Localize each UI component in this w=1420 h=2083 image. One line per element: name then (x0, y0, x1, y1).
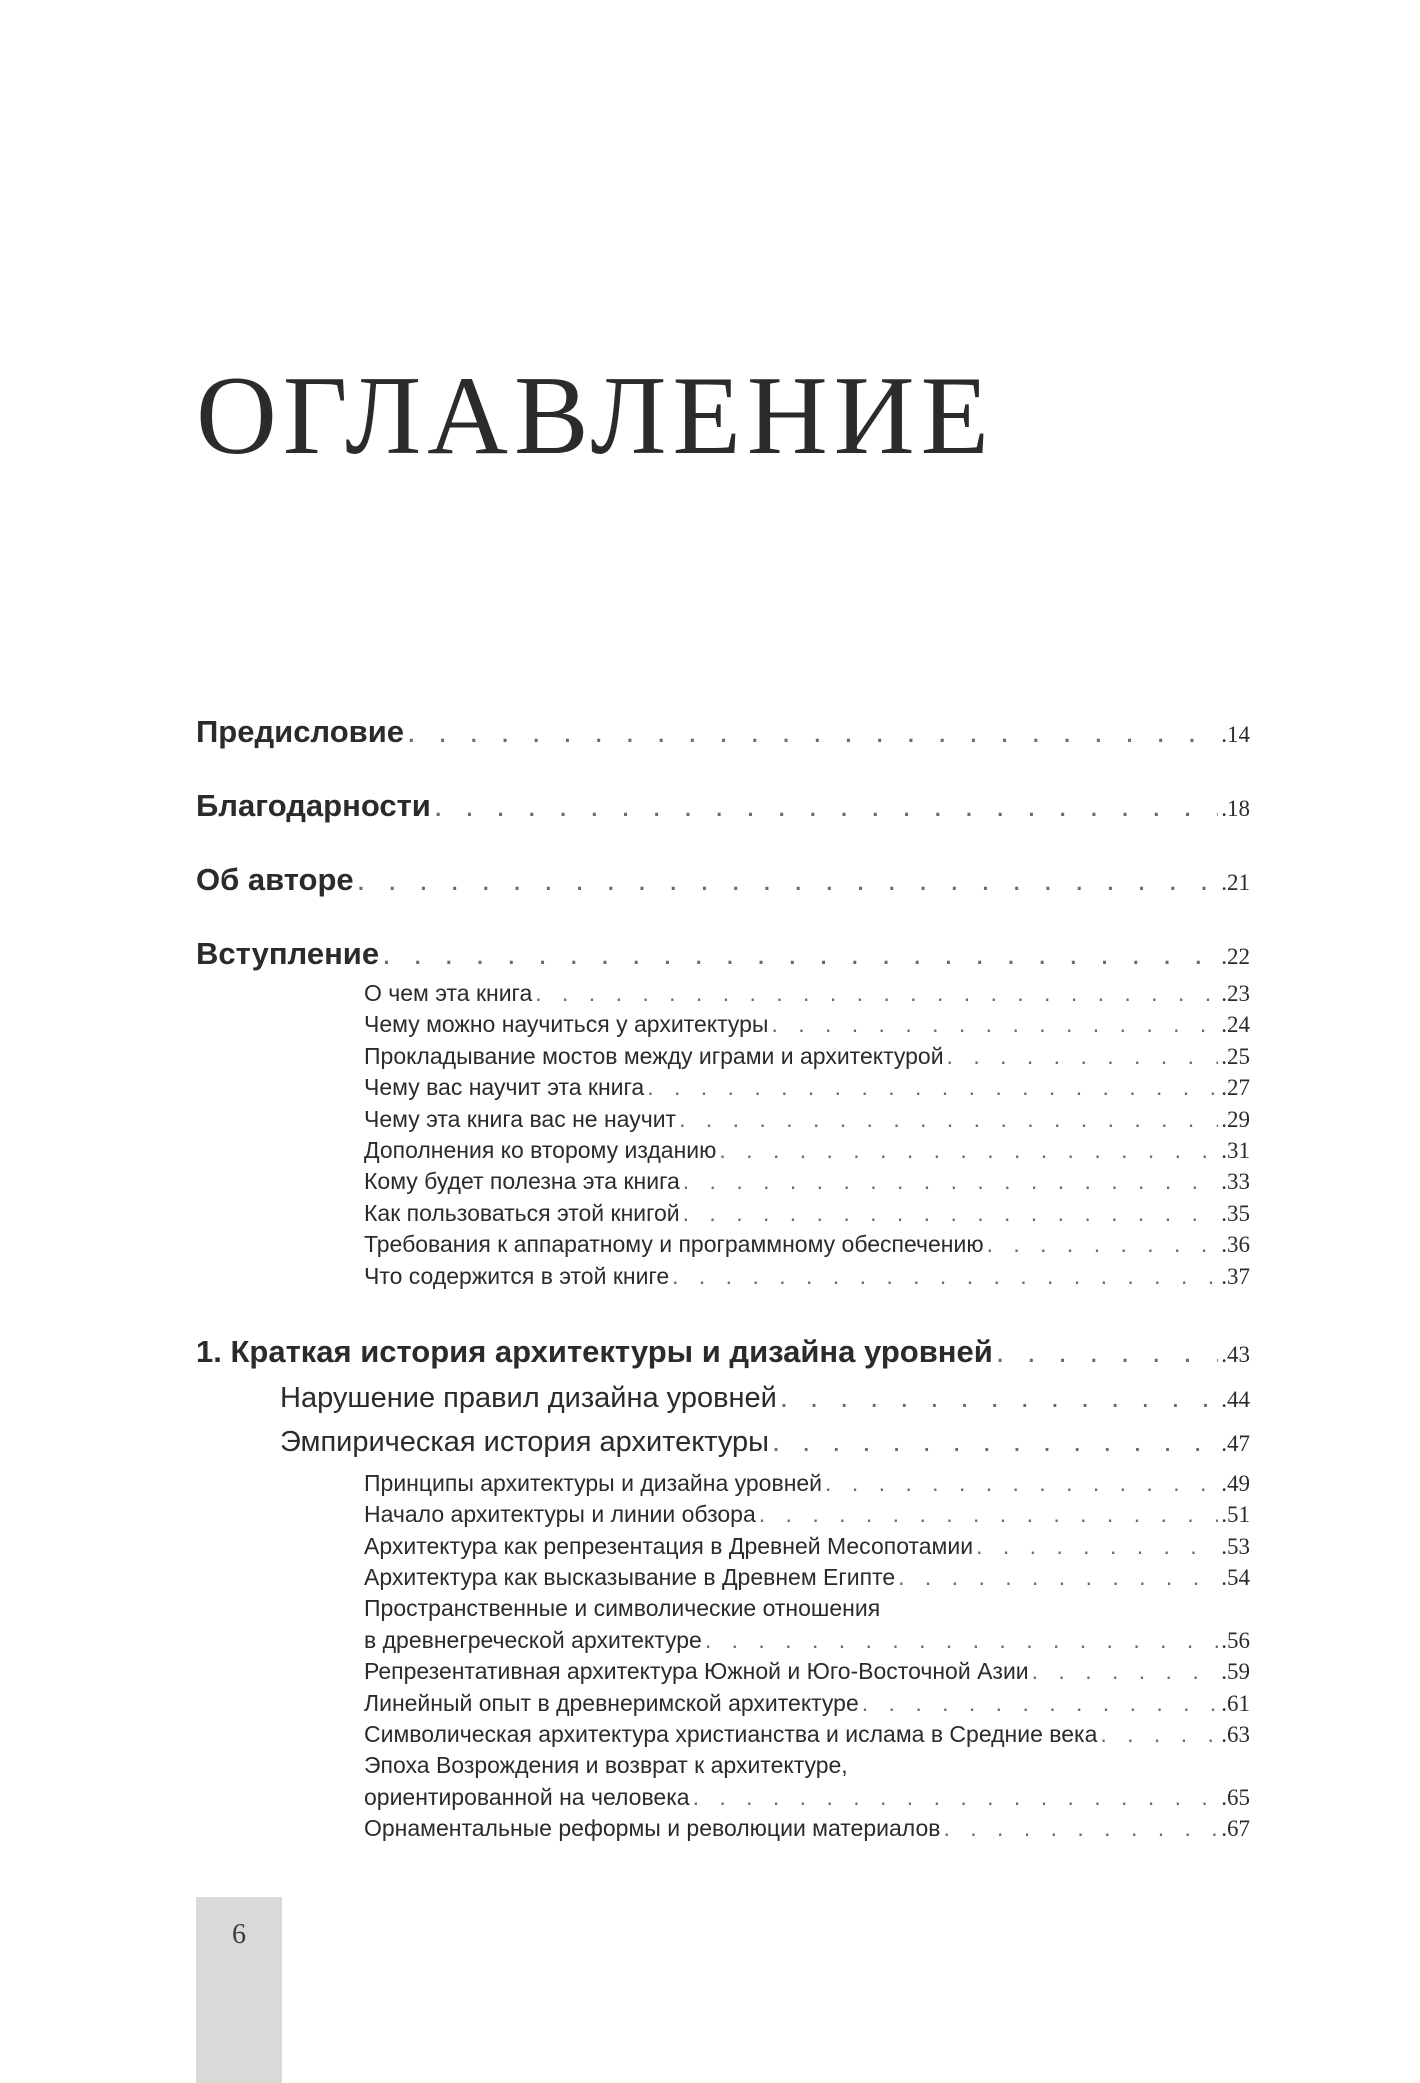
toc-subentry[interactable] (196, 1200, 1250, 1231)
toc-page-number: .33 (1221, 1169, 1250, 1195)
toc-subentry-title: ориентированной на человека (364, 1783, 690, 1810)
toc-subentry-title: Что содержится в этой книге (364, 1262, 670, 1289)
leader-dots (976, 1533, 1218, 1560)
toc-page-number: .31 (1221, 1137, 1250, 1163)
toc-section-title: Нарушение правил дизайна уровней (280, 1381, 777, 1414)
toc-page-number: .59 (1221, 1659, 1250, 1685)
toc-subentry-title: Требования к аппаратному и программному обеспечению (364, 1231, 984, 1258)
toc-subentry[interactable] (196, 1263, 1250, 1294)
leader-dots (672, 1263, 1218, 1290)
leader-dots (683, 1168, 1218, 1195)
toc-page-number: .22 (1221, 944, 1250, 969)
toc-section-title: Эмпирическая история архитектуры (280, 1425, 769, 1458)
toc-subentry[interactable] (196, 1043, 1250, 1074)
toc-subentry-title: Как пользоваться этой книгой (364, 1199, 680, 1226)
toc-page-number: .63 (1221, 1722, 1250, 1748)
toc-entry-about-author[interactable] (196, 862, 1250, 936)
leader-dots (780, 1382, 1218, 1415)
toc-subentry[interactable] (196, 1721, 1250, 1752)
toc-page-number: .29 (1221, 1106, 1250, 1132)
page-number-tab (196, 1897, 282, 2083)
toc-page-number: .35 (1221, 1200, 1250, 1226)
toc-page-number: .51 (1221, 1502, 1250, 1528)
leader-dots (357, 862, 1219, 898)
toc-page-number: .43 (1221, 1341, 1250, 1367)
toc-page-number: .44 (1221, 1386, 1250, 1412)
leader-dots (535, 980, 1218, 1007)
section-spacer (196, 1294, 1250, 1320)
toc-page-number: .49 (1221, 1470, 1250, 1496)
toc-subentry[interactable] (196, 1168, 1250, 1199)
toc-chapter-title: 1. Краткая история архитектуры и дизайна уровней (196, 1333, 993, 1369)
toc-subentry[interactable] (196, 1470, 1250, 1501)
chapter-1-subsections (196, 1470, 1250, 1847)
leader-dots (987, 1231, 1219, 1258)
toc-page-number: .18 (1221, 796, 1250, 821)
leader-dots (1100, 1721, 1218, 1748)
leader-dots (693, 1784, 1219, 1811)
toc-subentry-first-line[interactable]: Эпоха Возрождения и возврат к архитектуре, (364, 1752, 848, 1779)
leader-dots (705, 1627, 1218, 1654)
table-of-contents (196, 714, 1250, 1847)
toc-subentry-title: Архитектура как высказывание в Древнем Египте (364, 1564, 896, 1591)
toc-section[interactable] (196, 1382, 1250, 1426)
toc-page-number: .36 (1221, 1232, 1250, 1258)
toc-subentry-title: Архитектура как репрезентация в Древней Месопотамии (364, 1532, 974, 1559)
toc-page-number: .21 (1221, 870, 1250, 895)
toc-subentry[interactable] (196, 1690, 1250, 1721)
toc-subentry-title: Репрезентативная архитектура Южной и Юго-Восточной Азии (364, 1658, 1029, 1685)
leader-dots (679, 1106, 1218, 1133)
leader-dots (759, 1501, 1218, 1528)
toc-page-number: .37 (1221, 1263, 1250, 1289)
leader-dots (825, 1470, 1218, 1497)
toc-page-number: .61 (1221, 1690, 1250, 1716)
toc-page-number: .24 (1221, 1012, 1250, 1038)
toc-subentry-title: Прокладывание мостов между играми и архитектурой (364, 1042, 944, 1069)
toc-page-number: .23 (1221, 981, 1250, 1006)
toc-subentry-title: Чему эта книга вас не научит (364, 1105, 677, 1132)
toc-subentry[interactable] (196, 1533, 1250, 1564)
toc-subentry[interactable] (196, 1137, 1250, 1168)
toc-subentry[interactable] (196, 1564, 1250, 1595)
toc-page-number: .14 (1221, 722, 1250, 747)
toc-subentry-title: Начало архитектуры и линии обзора (364, 1501, 756, 1528)
toc-subentry-title: Дополнения ко второму изданию (364, 1136, 717, 1163)
toc-entry-preface[interactable] (196, 714, 1250, 788)
toc-subentry-title: Кому будет полезна эта книга (364, 1168, 680, 1195)
toc-subentry[interactable] (196, 1011, 1250, 1042)
toc-section[interactable] (196, 1426, 1250, 1470)
leader-dots (647, 1074, 1218, 1101)
toc-subentry[interactable] (196, 1784, 1250, 1815)
toc-entry-title: Предисловие (196, 714, 405, 749)
toc-entry-acknowledgements[interactable] (196, 788, 1250, 862)
toc-subentry-title: Чему можно научиться у архитектуры (364, 1011, 769, 1038)
toc-subentry[interactable] (196, 1106, 1250, 1137)
toc-entry-title: Вступление (196, 936, 380, 971)
leader-dots (771, 1011, 1218, 1038)
toc-page-number: .53 (1221, 1533, 1250, 1559)
toc-page-number: .65 (1221, 1784, 1250, 1810)
toc-page-number: .54 (1221, 1565, 1250, 1591)
leader-dots (947, 1043, 1219, 1070)
leader-dots (683, 1200, 1219, 1227)
toc-subentry[interactable] (196, 1815, 1250, 1846)
toc-page-number: .27 (1221, 1075, 1250, 1101)
page-title: ОГЛАВЛЕНИЕ (196, 354, 996, 478)
toc-subentry-title: Орнаментальные реформы и революции материалов (364, 1815, 941, 1842)
toc-subentry-title: Принципы архитектуры и дизайна уровней (364, 1469, 823, 1496)
leader-dots (719, 1137, 1218, 1164)
toc-subentry-title: в древнегреческой архитектуре (364, 1626, 702, 1653)
toc-subentry[interactable] (196, 1231, 1250, 1262)
toc-subentry-first-line[interactable]: Пространственные и символические отношения (364, 1595, 881, 1622)
leader-dots (772, 1426, 1218, 1459)
toc-subentry-title: Чему вас научит эта книга (364, 1074, 645, 1101)
leader-dots (382, 936, 1218, 972)
toc-subentry-title: Линейный опыт в древнеримской архитектуре (364, 1689, 859, 1716)
toc-subentry[interactable] (196, 1074, 1250, 1105)
toc-page-number: .56 (1221, 1627, 1250, 1653)
introduction-subsections (196, 980, 1250, 1294)
toc-entry-title: Об авторе (196, 862, 354, 897)
toc-subentry[interactable] (196, 1501, 1250, 1532)
leader-dots (862, 1690, 1218, 1717)
toc-subentry-title: О чем эта книга (364, 980, 533, 1006)
leader-dots (943, 1815, 1218, 1842)
leader-dots (1032, 1658, 1219, 1685)
toc-subentry[interactable] (196, 1627, 1250, 1658)
page-number: 6 (232, 1919, 246, 1950)
toc-subentry[interactable] (196, 1658, 1250, 1689)
toc-subentry-title: Символическая архитектура христианства и ислама в Средние века (364, 1721, 1098, 1748)
leader-dots (434, 788, 1218, 824)
toc-entry-chapter-1[interactable] (196, 1334, 1250, 1382)
leader-dots (407, 714, 1218, 750)
leader-dots (996, 1334, 1218, 1370)
toc-subentry[interactable] (196, 980, 1250, 1011)
toc-entry-title: Благодарности (196, 788, 431, 823)
toc-entry-introduction[interactable] (196, 936, 1250, 980)
toc-page-number: .67 (1221, 1816, 1250, 1842)
leader-dots (898, 1564, 1218, 1591)
toc-page-number: .47 (1221, 1430, 1250, 1456)
toc-page-number: .25 (1221, 1043, 1250, 1069)
